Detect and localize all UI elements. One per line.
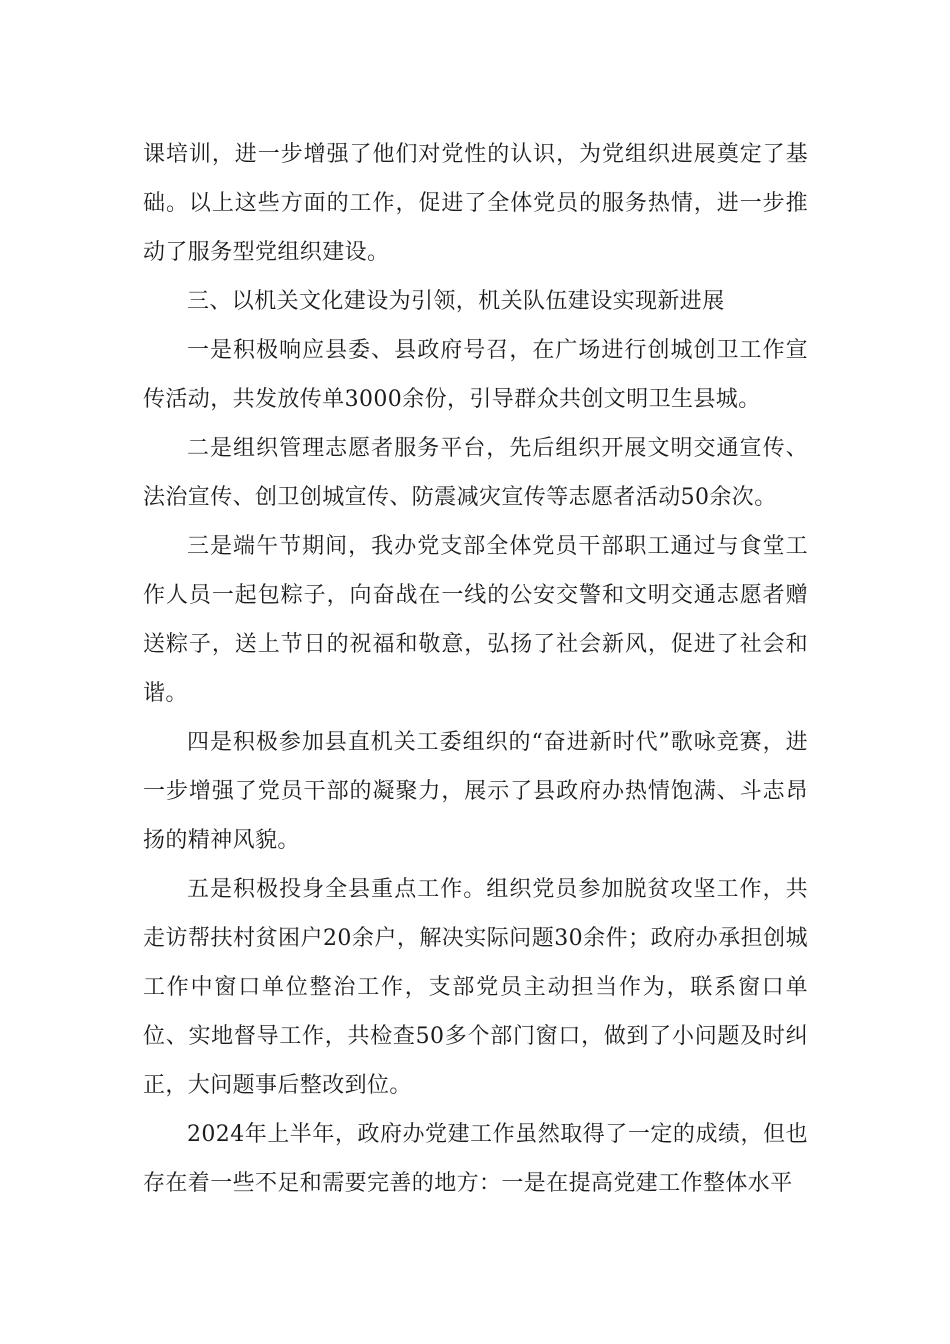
paragraph-item-3: 三是端午节期间，我办党支部全体党员干部职工通过与食堂工作人员一起包粽子，向奋战在一线的公安交警和文明交通志愿者赠送粽子，送上节日的祝福和敬意，弘扬了社会新风，促进了社会和谐。 bbox=[143, 534, 808, 706]
paragraph-continuation: 课培训，进一步增强了他们对党性的认识，为党组织进展奠定了基础。以上这些方面的工作，促进了全体党员的服务热情，进一步推动了服务型党组织建设。 bbox=[143, 142, 808, 265]
paragraph-summary: 2024年上半年，政府办党建工作虽然取得了一定的成绩，但也存在着一些不足和需要完善的地方：一是在提高党建工作整体水平 bbox=[143, 1122, 808, 1196]
section-heading: 三、以机关文化建设为引领，机关队伍建设实现新进展 bbox=[187, 289, 725, 314]
paragraph-item-4: 四是积极参加县直机关工委组织的“奋进新时代”歌咏竞赛，进一步增强了党员干部的凝聚力，展示了县政府办热情饱满、斗志昂扬的精神风貌。 bbox=[143, 730, 808, 853]
document-body bbox=[143, 130, 808, 1208]
paragraph-item-5: 五是积极投身全县重点工作。组织党员参加脱贫攻坚工作，共走访帮扶村贫困户20余户，解决实际问题30余件；政府办承担创城工作中窗口单位整治工作，支部党员主动担当作为，联系窗口单位、实地督导工作，共检查50多个部门窗口，做到了小问题及时纠正，大问题事后整改到位。 bbox=[143, 877, 808, 1098]
paragraph-item-2: 二是组织管理志愿者服务平台，先后组织开展文明交通宣传、法治宣传、创卫创城宣传、防震减灾宣传等志愿者活动50余次。 bbox=[143, 436, 808, 510]
paragraph-item-1: 一是积极响应县委、县政府号召，在广场进行创城创卫工作宣传活动，共发放传单3000余份，引导群众共创文明卫生县城。 bbox=[143, 338, 808, 412]
